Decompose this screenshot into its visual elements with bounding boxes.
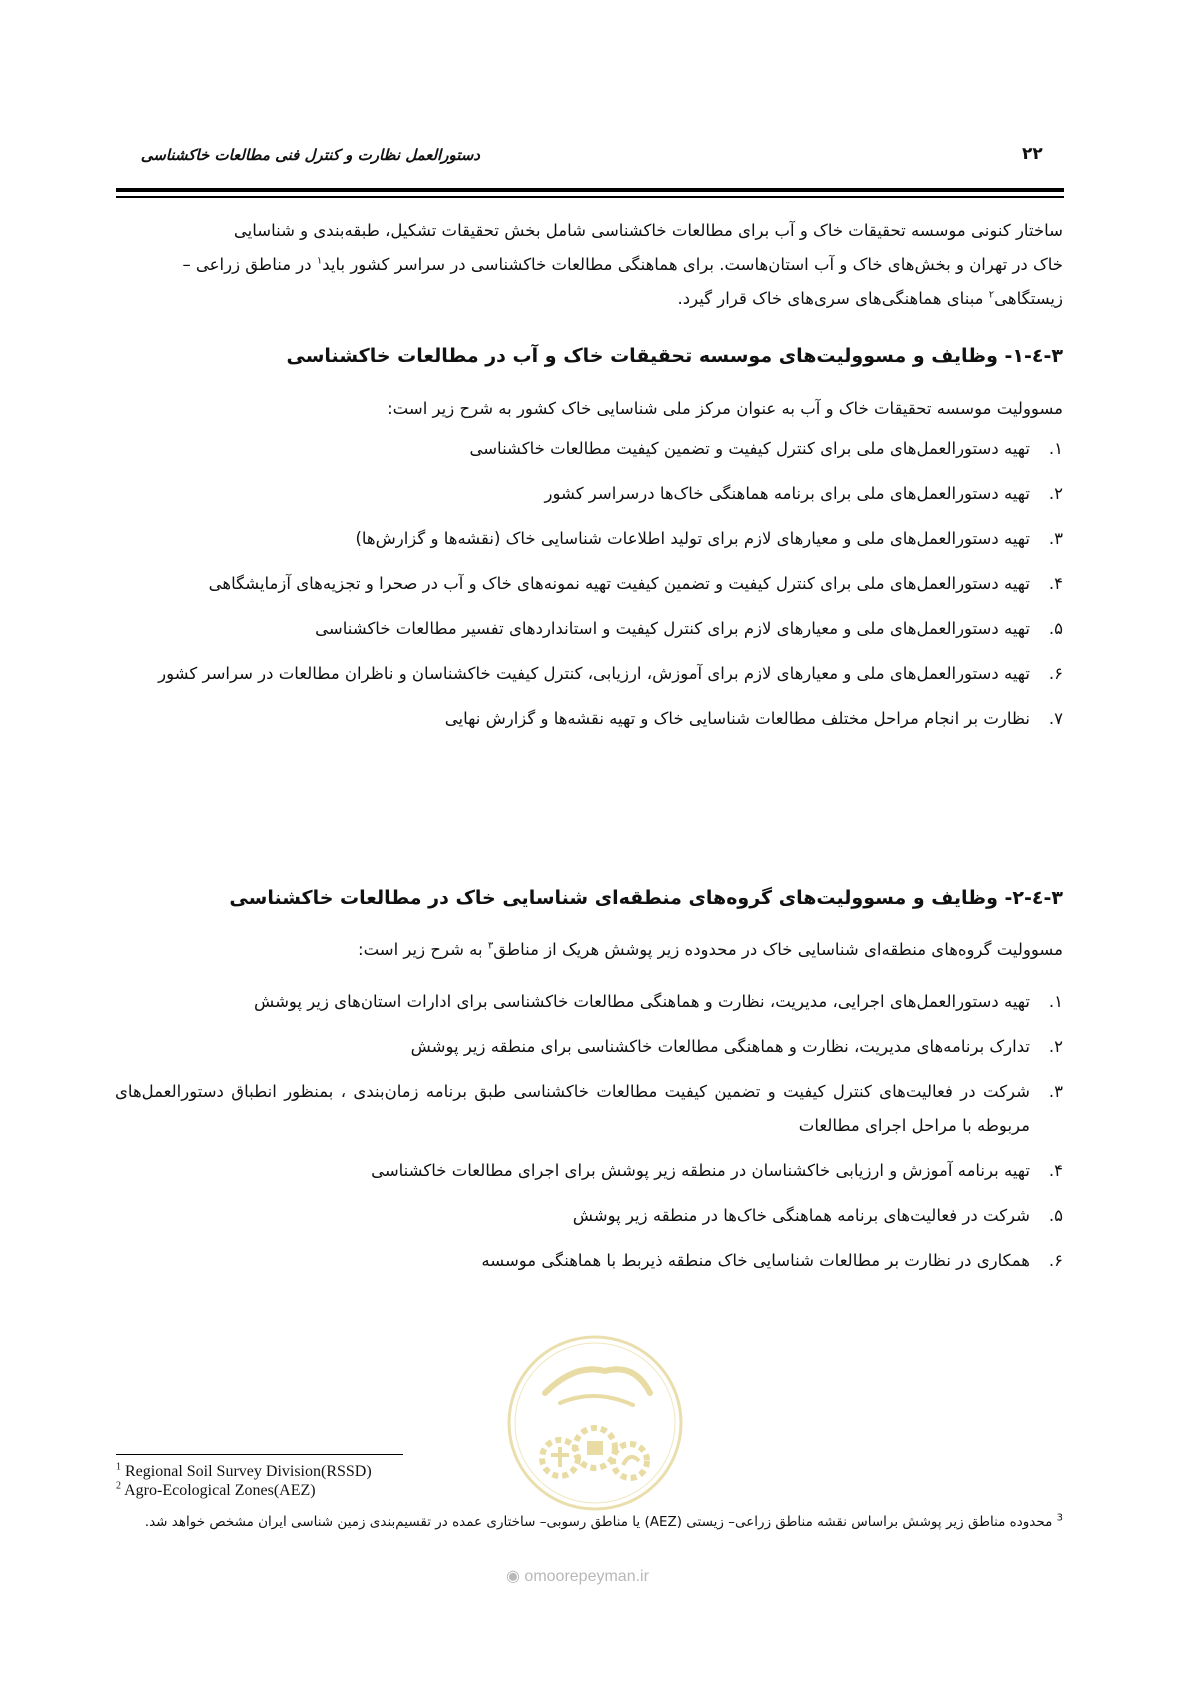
section-1-list [115,432,1063,747]
watermark-site [506,1566,649,1586]
list-item-number: ۱. [1048,992,1063,1011]
list-item-number: ۳. [1048,529,1063,548]
list-item [115,432,1063,466]
footnote-2-text: Agro-Ecological Zones(AEZ) [121,1482,316,1499]
list-item-number: ۶. [1048,664,1063,683]
watermark-seal-logo [505,1333,685,1513]
footnote-ref-2: ۲ [988,289,995,301]
list-item [115,1154,1063,1188]
list-item-number: ۴. [1048,1161,1063,1180]
list-item-text: تهیه دستورالعمل‌های ملی برای کنترل کیفیت و تضمین کیفیت تهیه نمونه‌های خاک و آب در صحرا و تجزیه‌های آزمایشگاهی [208,574,1030,593]
list-item-number: ۶. [1048,1251,1063,1270]
section-heading-1: ۳-٤-۱- وظایف و مسوولیت‌های موسسه تحقیقات خاک و آب در مطالعات خاکشناسی [286,345,1063,367]
header-rule-thick [116,188,1064,192]
watermark-site-text: omoorepeyman.ir [524,1568,649,1585]
list-item [115,477,1063,511]
page-number: ۲۲ [1022,144,1043,164]
section-2-list [115,985,1063,1289]
header-rule-thin [116,196,1064,198]
section-1-lead: مسوولیت موسسه تحقیقات خاک و آب به عنوان مرکز ملی شناسایی خاک کشور به شرح زیر است: [387,399,1063,418]
list-item [115,522,1063,556]
footnote-1 [116,1463,372,1481]
list-item-text: تهیه دستورالعمل‌های ملی برای کنترل کیفیت و تضمین کیفیت مطالعات خاکشناسی [469,439,1030,458]
footnote-1-text: Regional Soil Survey Division(RSSD) [121,1463,372,1480]
footnote-ref-3: ۳ [487,940,494,952]
list-item-number: ۵. [1048,1206,1063,1225]
intro-line-1: ساختار کنونی موسسه تحقیقات خاک و آب برای مطالعات خاکشناسی شامل بخش تحقیقات تشکیل، طبقه‌بندی و شناسایی [233,221,1063,240]
footnote-3-number: 3 [1056,1512,1063,1524]
footnote-1-number: 1 [116,1461,121,1473]
footnote-rule [116,1454,403,1455]
list-item-number: ۲. [1048,484,1063,503]
list-item-text: تهیه دستورالعمل‌های ملی و معیارهای لازم برای تولید اطلاعات شناسایی خاک (نقشه‌ها و گزارش‌ها) [355,529,1030,548]
intro-line-2-end: در مناطق زراعی – [182,255,317,274]
list-item-number: ۳. [1048,1082,1063,1101]
intro-line-3-end: مبنای هماهنگی‌های سری‌های خاک قرار گیرد. [677,289,989,308]
list-item-number: ۵. [1048,619,1063,638]
list-item [115,567,1063,601]
list-item-text: تهیه دستورالعمل‌های ملی و معیارهای لازم برای آموزش، ارزیابی، کنترل کیفیت خاکشناسان و ناظران مطالعات در سراسر کشور [158,664,1030,683]
footnote-2-number: 2 [116,1480,121,1492]
list-item-text: همکاری در نظارت بر مطالعات شناسایی خاک منطقه ذیربط با هماهنگی موسسه [481,1251,1030,1270]
list-item [115,985,1063,1019]
section-2-lead-end: به شرح زیر است: [358,940,488,959]
list-item [115,702,1063,736]
intro-line-3-text: زیستگاهی [994,289,1063,308]
list-item [115,657,1063,691]
intro-line-3 [115,282,1063,316]
list-item-text: تدارک برنامه‌های مدیریت، نظارت و هماهنگی مطالعات خاکشناسی برای منطقه زیر پوشش [410,1037,1030,1056]
list-item-text: تهیه برنامه آموزش و ارزیابی خاکشناسان در منطقه زیر پوشش برای اجرای مطالعات خاکشناسی [371,1161,1030,1180]
list-item-number: ۴. [1048,574,1063,593]
list-item [115,1030,1063,1064]
list-item-text: شرکت در فعالیت‌های کنترل کیفیت و تضمین کیفیت مطالعات خاکشناسی طبق برنامه زمان‌بندی ، بمنظور انطباق دستورالعمل‌های مربوطه با مراحل اجرای مطالعات [115,1082,1030,1135]
list-item-number: ۷. [1048,709,1063,728]
list-item [115,1244,1063,1278]
section-2-lead [358,940,1063,959]
running-header-title: دستورالعمل نظارت و کنترل فنی مطالعات خاکشناسی [140,146,480,164]
list-item-text: تهیه دستورالعمل‌های ملی برای برنامه هماهنگی خاک‌ها درسراسر کشور [544,484,1030,503]
list-item-text: نظارت بر انجام مراحل مختلف مطالعات شناسایی خاک و تهیه نقشه‌ها و گزارش نهایی [444,709,1030,728]
intro-line-2-text: خاک در تهران و بخش‌های خاک و آب استان‌هاست. برای هماهنگی مطالعات خاکشناسی در سراسر کشور باید [322,255,1063,274]
watermark-globe-icon: ◉ [506,1568,520,1585]
list-item-text: تهیه دستورالعمل‌های اجرایی، مدیریت، نظارت و هماهنگی مطالعات خاکشناسی برای ادارات استان‌های زیر پوشش [254,992,1030,1011]
list-item [115,1199,1063,1233]
footnote-ref-1: ۱ [316,255,323,267]
list-item-number: ۱. [1048,439,1063,458]
list-item-number: ۲. [1048,1037,1063,1056]
list-item [115,1075,1063,1143]
list-item-text: تهیه دستورالعمل‌های ملی و معیارهای لازم برای کنترل کیفیت و استانداردهای تفسیر مطالعات خاکشناسی [315,619,1030,638]
section-2-lead-text: مسوولیت گروه‌های منطقه‌ای شناسایی خاک در محدوده زیر پوشش هریک از مناطق [493,940,1063,959]
list-item [115,612,1063,646]
footnote-3-text: محدوده مناطق زیر پوشش براساس نقشه مناطق زراعی– زیستی (AEZ) یا مناطق رسوبی– ساختاری عمده در تقسیم‌بندی زمین شناسی ایران مشخص خواهد شد. [144,1514,1053,1530]
intro-paragraph [115,214,1063,316]
footnote-2 [116,1482,316,1500]
section-heading-2: ۳-٤-۲- وظایف و مسوولیت‌های گروه‌های منطقه‌ای شناسایی خاک در مطالعات خاکشناسی [229,887,1063,909]
intro-line-2 [115,248,1063,282]
footnote-3 [115,1508,1063,1536]
list-item-text: شرکت در فعالیت‌های برنامه هماهنگی خاک‌ها در منطقه زیر پوشش [572,1206,1030,1225]
